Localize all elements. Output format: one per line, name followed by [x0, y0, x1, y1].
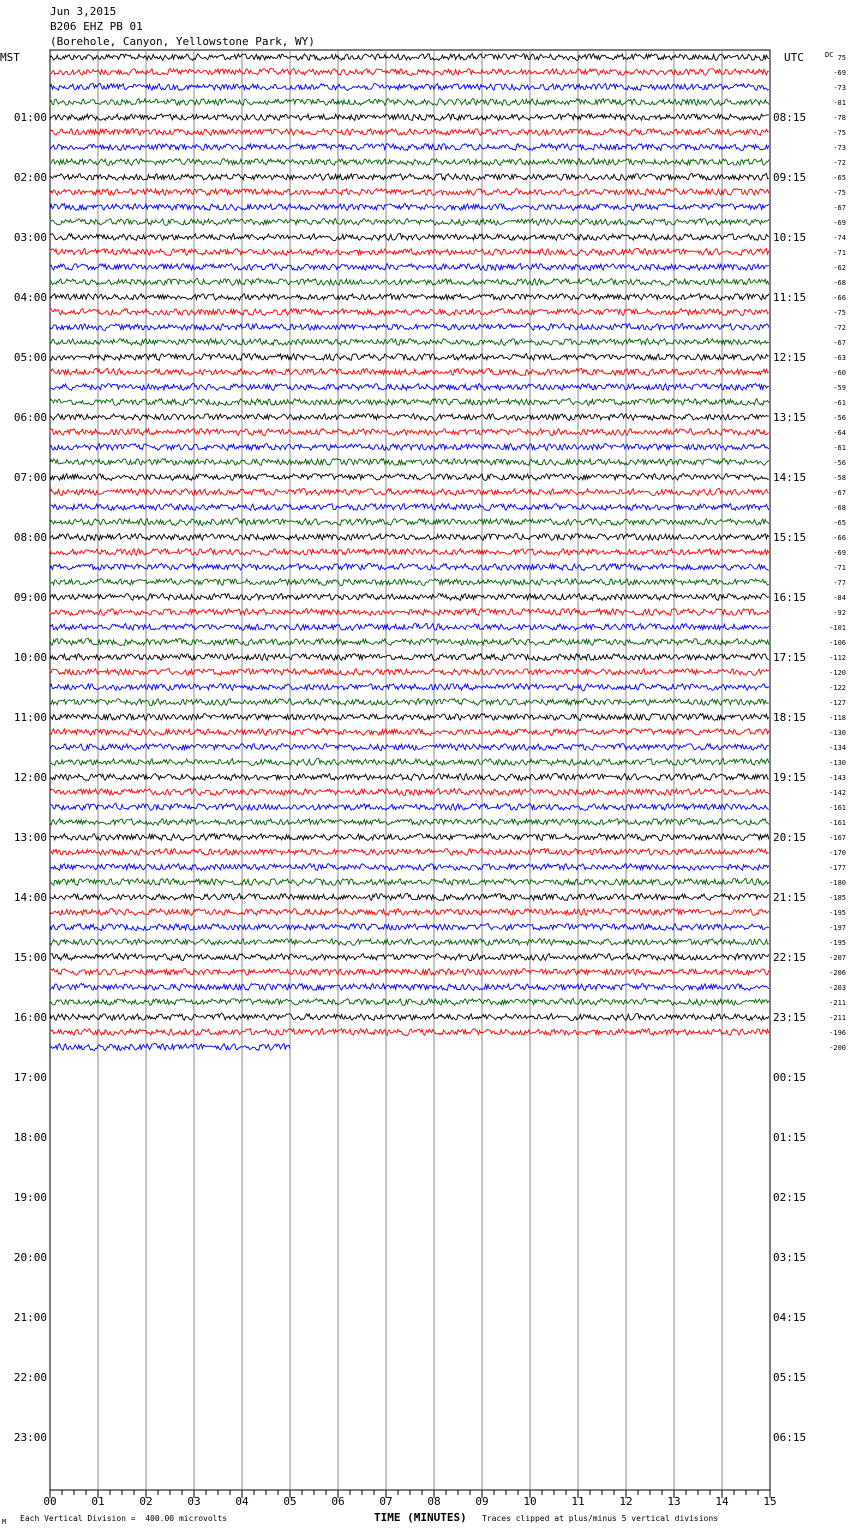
dc-offset-label: 75 — [837, 54, 846, 62]
dc-offset-label: -69 — [833, 219, 846, 227]
dc-offset-label: -203 — [829, 984, 846, 992]
x-tick-label: 07 — [379, 1495, 393, 1508]
scale-note: Each Vertical Division = 400.00 microvolts — [20, 1514, 228, 1523]
trace-line — [50, 789, 769, 796]
trace-line — [50, 189, 769, 196]
dc-offset-label: -67 — [833, 489, 846, 497]
trace-line — [50, 264, 769, 271]
trace-line — [50, 114, 769, 121]
right-hour-label: 23:15 — [773, 1011, 807, 1024]
dc-offset-label: -74 — [833, 234, 846, 242]
trace-line — [50, 69, 769, 76]
dc-offset-label: -122 — [829, 684, 846, 692]
trace-line — [50, 504, 769, 511]
x-tick-label: 08 — [427, 1495, 441, 1508]
dc-offset-label: -71 — [833, 564, 846, 572]
right-hour-label: 11:15 — [773, 291, 807, 304]
left-hour-label: 04:00 — [13, 291, 47, 304]
trace-line — [50, 984, 769, 991]
dc-offset-label: -72 — [833, 159, 846, 167]
trace-line — [50, 309, 769, 316]
left-hour-label: 21:00 — [13, 1311, 47, 1324]
trace-line — [50, 414, 769, 421]
clip-note: Traces clipped at plus/minus 5 vertical divisions — [482, 1514, 719, 1523]
dc-offset-label: -66 — [833, 294, 846, 302]
trace-line — [50, 518, 769, 525]
x-axis-label: TIME (MINUTES) — [374, 1511, 467, 1524]
x-tick-label: 05 — [283, 1495, 297, 1508]
dc-offset-label: -118 — [829, 714, 846, 722]
trace-line — [50, 384, 769, 391]
dc-offset-label: -73 — [833, 144, 846, 152]
trace-line — [50, 84, 769, 91]
right-hour-label: 13:15 — [773, 411, 807, 424]
right-hour-label: 19:15 — [773, 771, 807, 784]
right-hour-label: 02:15 — [773, 1191, 807, 1204]
left-hour-label: 05:00 — [13, 351, 47, 364]
right-hour-label: 16:15 — [773, 591, 807, 604]
trace-line — [50, 399, 769, 406]
left-hour-label: 19:00 — [13, 1191, 47, 1204]
dc-offset-label: -75 — [833, 129, 846, 137]
trace-line — [50, 248, 769, 255]
dc-offset-label: -68 — [833, 279, 846, 287]
trace-line — [50, 1029, 769, 1036]
trace-line — [50, 354, 769, 361]
trace-line — [50, 549, 769, 556]
trace-line — [50, 714, 769, 721]
left-hour-label: 02:00 — [13, 171, 47, 184]
x-tick-label: 14 — [715, 1495, 729, 1508]
x-tick-label: 09 — [475, 1495, 489, 1508]
trace-line — [50, 144, 769, 151]
x-tick-label: 10 — [523, 1495, 537, 1508]
right-hour-label: 00:15 — [773, 1071, 807, 1084]
dc-offset-label: -67 — [833, 339, 846, 347]
trace-line — [50, 759, 769, 766]
header-location: (Borehole, Canyon, Yellowstone Park, WY) — [50, 35, 315, 48]
trace-line — [50, 579, 769, 586]
left-hour-label: 20:00 — [13, 1251, 47, 1264]
trace-line — [50, 878, 769, 885]
trace-line — [50, 684, 769, 691]
dc-offset-label: -62 — [833, 264, 846, 272]
dc-offset-label: -84 — [833, 594, 846, 602]
dc-offset-label: -68 — [833, 504, 846, 512]
dc-offset-label: -167 — [829, 834, 846, 842]
dc-offset-label: -77 — [833, 579, 846, 587]
left-hour-label: 16:00 — [13, 1011, 47, 1024]
dc-offset-label: -65 — [833, 174, 846, 182]
dc-offset-label: -78 — [833, 114, 846, 122]
dc-offset-label: -63 — [833, 354, 846, 362]
trace-line — [50, 638, 769, 645]
dc-offset-label: -161 — [829, 804, 846, 812]
right-timezone-label: UTC — [784, 51, 804, 64]
trace-line — [50, 158, 769, 165]
x-tick-label: 15 — [763, 1495, 777, 1508]
trace-line — [50, 219, 769, 226]
left-hour-label: 22:00 — [13, 1371, 47, 1384]
trace-line — [50, 444, 769, 451]
left-hour-label: 11:00 — [13, 711, 47, 724]
trace-line — [50, 1043, 290, 1050]
header-station: B206 EHZ PB 01 — [50, 20, 143, 33]
trace-line — [50, 534, 769, 541]
trace-line — [50, 864, 769, 871]
left-hour-label: 06:00 — [13, 411, 47, 424]
right-hour-label: 08:15 — [773, 111, 807, 124]
right-hour-label: 03:15 — [773, 1251, 807, 1264]
dc-offset-label: -72 — [833, 324, 846, 332]
dc-offset-label: -196 — [829, 1029, 846, 1037]
dc-offset-label: -180 — [829, 879, 846, 887]
left-hour-label: 18:00 — [13, 1131, 47, 1144]
trace-line — [50, 849, 769, 856]
dc-offset-label: -61 — [833, 399, 846, 407]
dc-offset-label: -134 — [829, 744, 846, 752]
trace-line — [50, 909, 769, 916]
left-hour-label: 09:00 — [13, 591, 47, 604]
right-hour-label: 12:15 — [773, 351, 807, 364]
corner-mark: M — [2, 1518, 7, 1526]
dc-offset-label: -142 — [829, 789, 846, 797]
trace-line — [50, 893, 769, 900]
left-hour-label: 15:00 — [13, 951, 47, 964]
trace-line — [50, 834, 769, 841]
dc-offset-label: -207 — [829, 954, 846, 962]
x-tick-label: 04 — [235, 1495, 249, 1508]
trace-line — [50, 339, 769, 346]
x-tick-label: 01 — [91, 1495, 105, 1508]
trace-line — [50, 939, 769, 946]
dc-offset-label: -64 — [833, 429, 846, 437]
dc-offset-label: -211 — [829, 1014, 846, 1022]
trace-line — [50, 744, 769, 751]
trace-line — [50, 279, 769, 286]
right-hour-label: 10:15 — [773, 231, 807, 244]
trace-line — [50, 819, 769, 826]
dc-offset-label: -211 — [829, 999, 846, 1007]
right-hour-label: 04:15 — [773, 1311, 807, 1324]
left-hour-label: 14:00 — [13, 891, 47, 904]
right-hour-label: 05:15 — [773, 1371, 807, 1384]
left-hour-label: 23:00 — [13, 1431, 47, 1444]
trace-line — [50, 954, 769, 961]
dc-offset-label: -73 — [833, 84, 846, 92]
right-hour-label: 20:15 — [773, 831, 807, 844]
dc-offset-label: -200 — [829, 1044, 846, 1052]
trace-line — [50, 1014, 769, 1021]
x-tick-label: 13 — [667, 1495, 681, 1508]
dc-offset-label: -66 — [833, 534, 846, 542]
x-tick-label: 00 — [43, 1495, 57, 1508]
trace-line — [50, 699, 769, 706]
trace-line — [50, 474, 769, 481]
dc-offset-label: -75 — [833, 309, 846, 317]
trace-line — [50, 459, 769, 466]
right-hour-label: 21:15 — [773, 891, 807, 904]
trace-line — [50, 99, 769, 106]
dc-offset-label: -69 — [833, 69, 846, 77]
left-hour-label: 01:00 — [13, 111, 47, 124]
right-hour-label: 09:15 — [773, 171, 807, 184]
dc-offset-label: -120 — [829, 669, 846, 677]
dc-offset-label: -92 — [833, 609, 846, 617]
right-hour-label: 17:15 — [773, 651, 807, 664]
x-tick-label: 03 — [187, 1495, 201, 1508]
x-tick-label: 02 — [139, 1495, 153, 1508]
x-tick-label: 12 — [619, 1495, 633, 1508]
trace-line — [50, 623, 769, 630]
left-hour-label: 10:00 — [13, 651, 47, 664]
left-hour-label: 13:00 — [13, 831, 47, 844]
trace-line — [50, 564, 769, 571]
trace-line — [50, 654, 769, 661]
dc-offset-label: -177 — [829, 864, 846, 872]
dc-offset-label: -112 — [829, 654, 846, 662]
trace-line — [50, 773, 769, 780]
trace-line — [50, 669, 769, 676]
dc-offset-label: -143 — [829, 774, 846, 782]
right-hour-label: 22:15 — [773, 951, 807, 964]
left-hour-label: 07:00 — [13, 471, 47, 484]
dc-offset-label: -130 — [829, 729, 846, 737]
header-date: Jun 3,2015 — [50, 5, 117, 18]
dc-offset-label: -195 — [829, 909, 846, 917]
trace-line — [50, 294, 769, 301]
left-hour-label: 12:00 — [13, 771, 47, 784]
trace-line — [50, 804, 769, 811]
dc-offset-label: -195 — [829, 939, 846, 947]
dc-offset-label: -67 — [833, 204, 846, 212]
dc-offset-label: -161 — [829, 819, 846, 827]
x-tick-label: 06 — [331, 1495, 345, 1508]
right-hour-label: 18:15 — [773, 711, 807, 724]
left-timezone-label: MST — [0, 51, 20, 64]
trace-line — [50, 594, 769, 601]
trace-line — [50, 429, 769, 436]
trace-line — [50, 924, 769, 931]
dc-offset-label: -206 — [829, 969, 846, 977]
trace-line — [50, 729, 769, 736]
dc-offset-label: -75 — [833, 189, 846, 197]
dc-offset-label: -56 — [833, 459, 846, 467]
dc-offset-label: -81 — [833, 99, 846, 107]
trace-line — [50, 234, 769, 241]
dc-offset-label: -59 — [833, 384, 846, 392]
trace-line — [50, 368, 769, 375]
dc-offset-label: -58 — [833, 474, 846, 482]
dc-offset-label: -130 — [829, 759, 846, 767]
trace-line — [50, 129, 769, 136]
dc-offset-label: -71 — [833, 249, 846, 257]
right-hour-label: 15:15 — [773, 531, 807, 544]
dc-offset-label: -127 — [829, 699, 846, 707]
trace-line — [50, 969, 769, 976]
dc-offset-label: -170 — [829, 849, 846, 857]
right-hour-label: 06:15 — [773, 1431, 807, 1444]
trace-line — [50, 999, 769, 1006]
trace-line — [50, 324, 769, 331]
left-hour-label: 17:00 — [13, 1071, 47, 1084]
trace-line — [50, 489, 769, 496]
dc-offset-label: -56 — [833, 414, 846, 422]
right-hour-label: 14:15 — [773, 471, 807, 484]
dc-offset-label: -185 — [829, 894, 846, 902]
x-tick-label: 11 — [571, 1495, 585, 1508]
dc-offset-label: -61 — [833, 444, 846, 452]
dc-offset-label: -60 — [833, 369, 846, 377]
right-hour-label: 01:15 — [773, 1131, 807, 1144]
dc-offset-label: -101 — [829, 624, 846, 632]
left-hour-label: 08:00 — [13, 531, 47, 544]
trace-line — [50, 173, 769, 180]
trace-line — [50, 204, 769, 211]
dc-offset-label: -69 — [833, 549, 846, 557]
dc-offset-label: -65 — [833, 519, 846, 527]
dc-label: DC — [825, 51, 834, 59]
dc-offset-label: -106 — [829, 639, 846, 647]
left-hour-label: 03:00 — [13, 231, 47, 244]
trace-line — [50, 609, 769, 616]
dc-offset-label: -197 — [829, 924, 846, 932]
trace-line — [50, 54, 769, 61]
